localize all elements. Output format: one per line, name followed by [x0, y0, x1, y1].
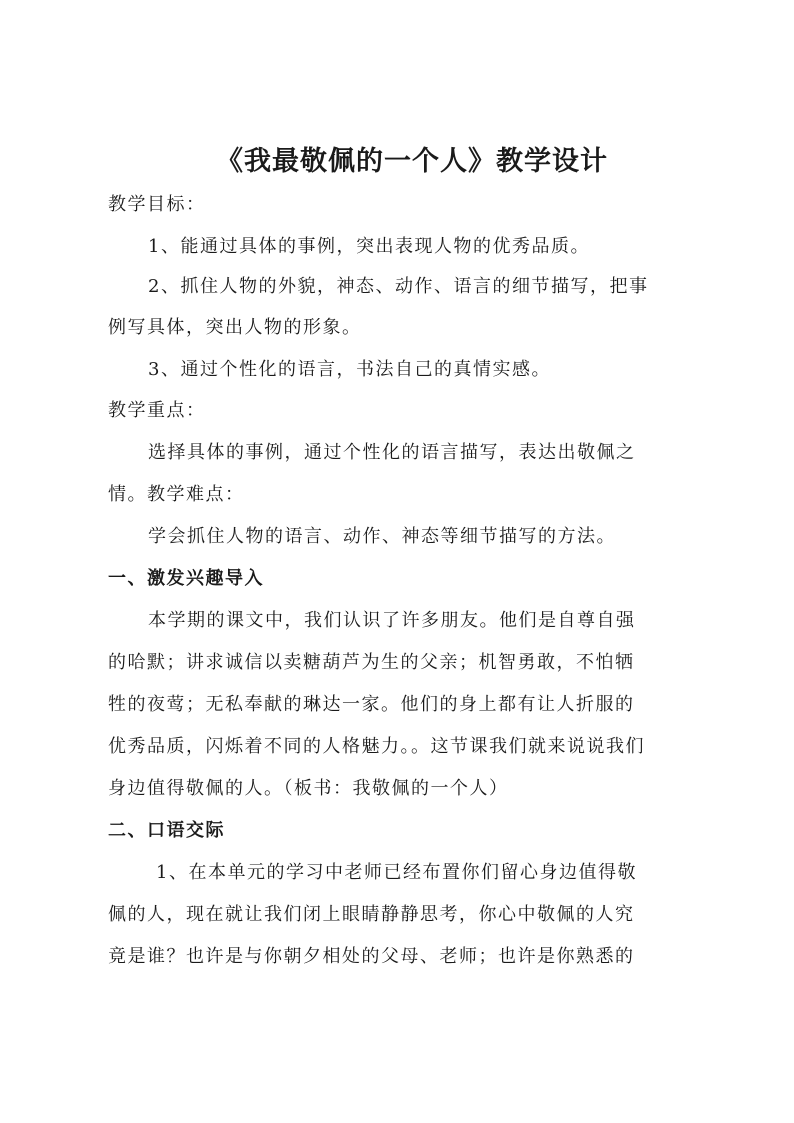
intro-paragraph-line-5: 身边值得敬佩的人。（板书：我敬佩的一个人）	[108, 778, 509, 799]
section-heading-intro: 一、激发兴趣导入	[108, 568, 264, 589]
intro-paragraph-line-2: 的哈默；讲求诚信以卖糖葫芦为生的父亲；机智勇敢，不怕牺	[108, 652, 635, 673]
key-points-line-1: 选择具体的事例，通过个性化的语言描写，表达出敬佩之	[148, 442, 636, 463]
objective-2-line-1: 2、抓住人物的外貌，神态、动作、语言的细节描写，把事	[148, 276, 649, 297]
oral-paragraph-line-1: 1、在本单元的学习中老师已经布置你们留心身边值得敬	[156, 862, 637, 883]
difficulty-line: 学会抓住人物的语言、动作、神态等细节描写的方法。	[148, 526, 616, 547]
objective-2-line-2: 例写具体，突出人物的形象。	[108, 317, 362, 338]
section-heading-key-points: 教学重点：	[108, 400, 206, 421]
objective-1: 1、能通过具体的事例，突出表现人物的优秀品质。	[148, 236, 590, 257]
intro-paragraph-line-4: 优秀品质，闪烁着不同的人格魅力。。这节课我们就来说说我们	[108, 736, 645, 757]
section-heading-objectives: 教学目标：	[108, 194, 206, 215]
section-heading-oral: 二、口语交际	[108, 820, 225, 841]
intro-paragraph-line-1: 本学期的课文中，我们认识了许多朋友。他们是自尊自强	[148, 610, 636, 631]
oral-paragraph-line-2: 佩的人，现在就让我们闭上眼睛静静思考，你心中敬佩的人究	[108, 904, 635, 925]
key-points-line-2: 情。教学难点：	[108, 484, 245, 505]
document-title: 《我最敬佩的一个人》教学设计	[216, 146, 608, 177]
objective-3: 3、通过个性化的语言，书法自己的真情实感。	[148, 359, 551, 380]
oral-paragraph-line-3: 竟是谁？也许是与你朝夕相处的父母、老师；也许是你熟悉的	[108, 946, 635, 967]
intro-paragraph-line-3: 牲的夜莺；无私奉献的琳达一家。他们的身上都有让人折服的	[108, 694, 635, 715]
